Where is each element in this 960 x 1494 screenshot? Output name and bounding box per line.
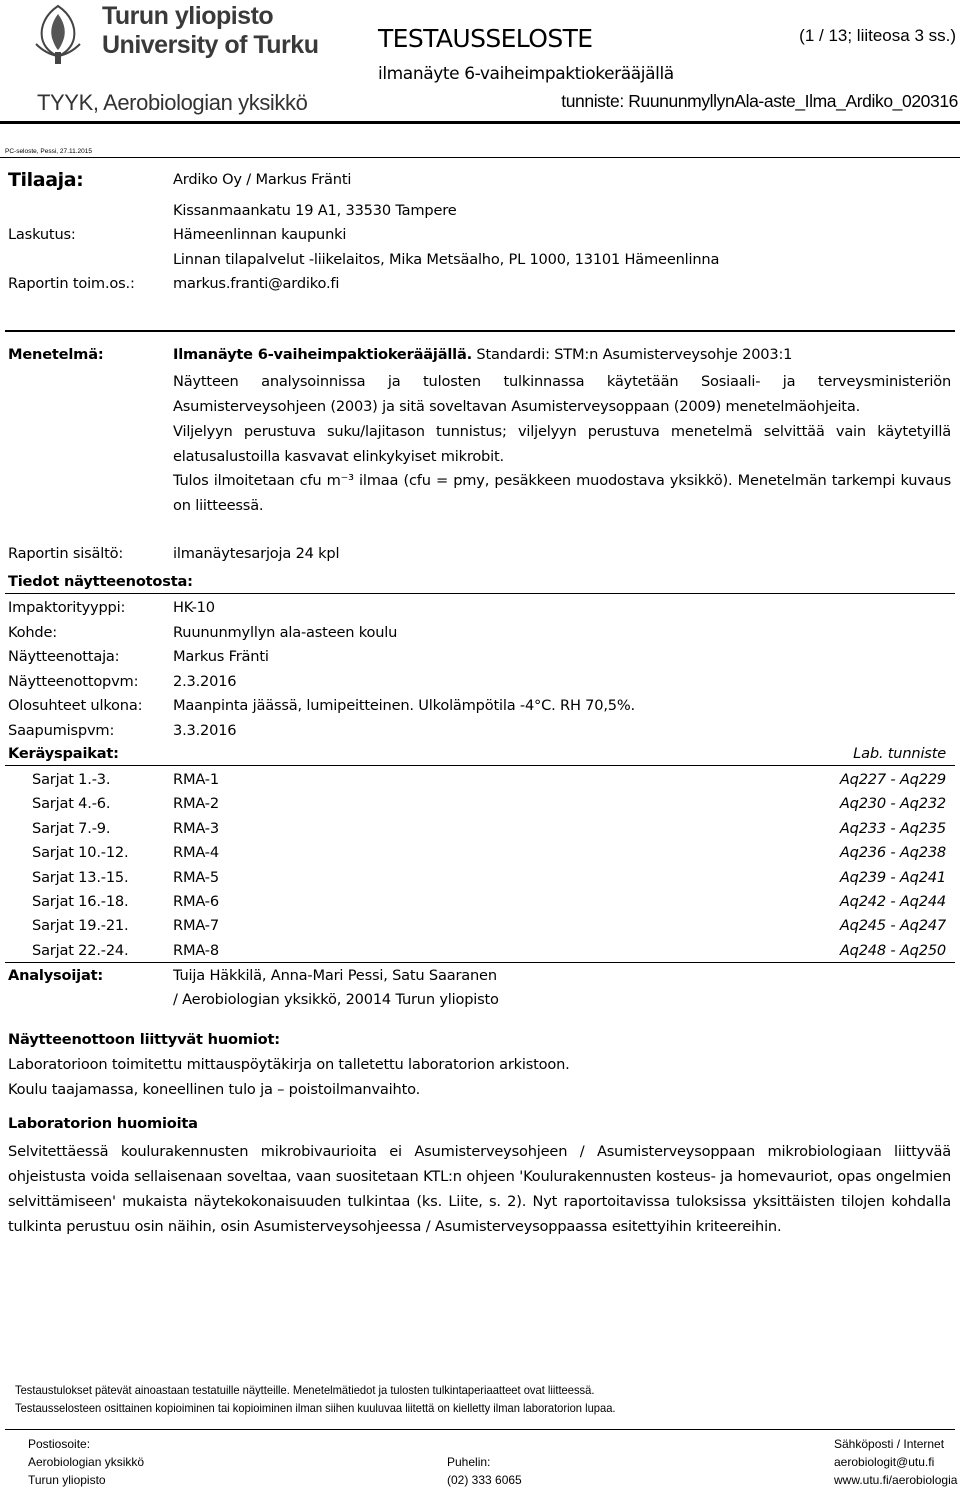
postal-line-1: Aerobiologian yksikkö (28, 1455, 145, 1469)
location-series: Sarjat 13.-15. (32, 868, 129, 886)
sampling-field-label: Näytteenottopvm: (8, 672, 139, 690)
sampling-notes-heading: Näytteenottoon liittyvät huomiot: (8, 1031, 280, 1048)
raportti-label: Raportin toim.os.: (8, 275, 135, 292)
university-logo (32, 4, 84, 66)
phone-label: Puhelin: (447, 1455, 491, 1469)
unit-name: TYYK, Aerobiologian yksikkö (37, 90, 308, 115)
header-subdivider (0, 157, 960, 158)
customer-divider (5, 330, 955, 332)
location-place: RMA-7 (173, 917, 219, 935)
sampling-field-label: Kohde: (8, 623, 57, 641)
location-lab-id: Aq236 - Aq238 (839, 844, 946, 862)
laskutus-value: Hämeenlinnan kaupunki (173, 226, 347, 243)
footer-disclaimer-2: Testausselosteen osittainen kopioiminen tai kopioiminen ilman siihen kuuluvaa liitettä on kielletty ilman laboratorion lupaa. (15, 1401, 616, 1415)
tilaaja-address: Kissanmaankatu 19 A1, 33530 Tampere (173, 202, 457, 219)
lab-notes-text: Selvitettäessä koulurakennusten mikrobivaurioita ei Asumisterveysohjeen / Asumisterveysoppaan mikrobiologiaan liittyvää ohjeistusta voida sellaisenaan soveltaa, vaan suositetaan KTL:n ohjeen 'Koulurakennusten kosteus- ja homevauriot, opas ongelmien selvittämiseen' mukaista näytekokonaisuuden tulkintaa (ks. Liite, s. 2). Nyt raportoitavissa tuloksissa yksittäisten tilojen kohdalla tulkinta perustuu osin näihin, osin Asumisterveysohjeessa / Asumisterveysoppaassa esitettyihin kriteereihin. (8, 1143, 951, 1235)
footer-divider (5, 1429, 955, 1430)
location-lab-id: Aq242 - Aq244 (839, 893, 946, 910)
method-standard: Standardi: STM:n Asumisterveysohje 2003:1 (471, 346, 793, 363)
location-series: Sarjat 10.-12. (32, 844, 129, 862)
raportti-email[interactable]: markus.franti@ardiko.fi (173, 275, 340, 292)
sampling-field-label: Olosuhteet ulkona: (8, 697, 143, 715)
sampling-divider (5, 593, 955, 594)
location-lab-id: Aq248 - Aq250 (839, 941, 946, 959)
page-info: (1 / 13; liiteosa 3 ss.) (799, 26, 956, 45)
university-torch-icon (32, 4, 84, 66)
sampling-field-value: Markus Fränti (173, 648, 269, 666)
tilaaja-label: Tilaaja: (8, 169, 84, 191)
locations-bottom-divider (5, 962, 955, 963)
footer-disclaimer-1: Testaustulokset pätevät ainoastaan testatuille näytteille. Menetelmätiedot ja tulosten tulkintaperiaatteet ovat liitteessä. (15, 1383, 595, 1397)
header-divider (0, 121, 960, 124)
university-name-fi: Turun yliopisto (102, 2, 274, 30)
report-content-value: ilmanäytesarjoja 24 kpl (173, 545, 340, 562)
location-series: Sarjat 4.-6. (32, 795, 111, 813)
location-place: RMA-4 (173, 844, 219, 862)
location-series: Sarjat 7.-9. (32, 819, 111, 837)
location-series: Sarjat 22.-24. (32, 941, 129, 959)
postal-label: Postiosoite: (28, 1437, 91, 1451)
location-series: Sarjat 1.-3. (32, 771, 111, 788)
university-name-en: University of Turku (102, 31, 319, 59)
location-series: Sarjat 16.-18. (32, 893, 129, 910)
sampling-field-label: Impaktorityyppi: (8, 599, 126, 616)
template-note: PC-seloste, Pessi, 27.11.2015 (5, 148, 92, 155)
sampling-notes-line-1: Laboratorioon toimitettu mittauspöytäkirja on talletettu laboratorion arkistoon. (8, 1056, 570, 1073)
phone-value: (02) 333 6065 (447, 1473, 522, 1487)
laskutus-label: Laskutus: (8, 226, 76, 243)
method-label: Menetelmä: (8, 346, 104, 363)
postal-line-2: Turun yliopisto (28, 1473, 106, 1487)
report-content-label: Raportin sisältö: (8, 545, 124, 562)
location-place: RMA-8 (173, 941, 219, 959)
location-series: Sarjat 19.-21. (32, 917, 129, 935)
location-lab-id: Aq227 - Aq229 (839, 771, 946, 788)
location-lab-id: Aq239 - Aq241 (839, 868, 946, 886)
sampling-field-value: 2.3.2016 (173, 672, 237, 690)
locations-heading: Keräyspaikat: (8, 745, 119, 762)
analysts-label: Analysoijat: (8, 967, 104, 984)
document-identifier: tunniste: RuununmyllynAla-aste_Ilma_Ardiko_020316 (561, 91, 958, 111)
location-lab-id: Aq245 - Aq247 (839, 917, 946, 935)
laskutus-address: Linnan tilapalvelut -liikelaitos, Mika Metsäalho, PL 1000, 13101 Hämeenlinna (173, 251, 720, 268)
email-value[interactable]: aerobiologit@utu.fi (834, 1455, 935, 1469)
locations-top-divider (5, 765, 955, 766)
location-lab-id: Aq230 - Aq232 (839, 795, 946, 813)
analysts-org: / Aerobiologian yksikkö, 20014 Turun yliopisto (173, 991, 499, 1008)
method-paragraph-1: Näytteen analysoinnissa ja tulosten tulkinnassa käytetään Sosiaali- ja terveysministeriön Asumisterveysohjeen (2003) ja sitä soveltavan Asumisterveysoppaan (2009) menetelmäohjeita. (173, 373, 951, 415)
method-bold-lead: Ilmanäyte 6-vaiheimpaktiokerääjällä. (173, 346, 472, 363)
lab-notes-heading: Laboratorion huomioita (8, 1115, 198, 1132)
location-place: RMA-6 (173, 893, 219, 910)
location-place: RMA-5 (173, 868, 219, 886)
location-place: RMA-3 (173, 819, 219, 837)
location-place: RMA-1 (173, 771, 219, 788)
tilaaja-value: Ardiko Oy / Markus Fränti (173, 171, 352, 188)
lab-id-header: Lab. tunniste (853, 745, 946, 762)
web-value[interactable]: www.utu.fi/aerobiologia (834, 1473, 958, 1487)
email-label: Sähköposti / Internet (834, 1437, 945, 1451)
sampling-notes-line-2: Koulu taajamassa, koneellinen tulo ja – poistoilmanvaihto. (8, 1081, 421, 1098)
analysts-names: Tuija Häkkilä, Anna-Mari Pessi, Satu Saaranen (173, 967, 497, 984)
method-paragraph-2: Viljelyyn perustuva suku/lajitason tunnistus; viljelyyn perustuva menetelmä selvittää vain käytetyillä elatusalustoilla kasvavat elinkykyiset mikrobit. (173, 423, 951, 465)
location-place: RMA-2 (173, 795, 219, 813)
document-title: TESTAUSSELOSTE (378, 24, 593, 53)
sampling-field-value: HK-10 (173, 599, 215, 616)
sampling-field-label: Saapumispvm: (8, 722, 115, 739)
sampling-field-value: 3.3.2016 (173, 722, 237, 739)
sampling-field-value: Ruununmyllyn ala-asteen koulu (173, 623, 398, 641)
sampling-field-value: Maanpinta jäässä, lumipeitteinen. Ulkolämpötila -4°C. RH 70,5%. (173, 697, 635, 715)
method-paragraph-3: Tulos ilmoitetaan cfu m⁻³ ilmaa (cfu = pmy, pesäkkeen muodostava yksikkö). Menetelmän tarkempi kuvaus on liitteessä. (173, 472, 951, 514)
sampling-field-label: Näytteenottaja: (8, 648, 120, 666)
method-lead (173, 346, 792, 363)
document-subtitle: ilmanäyte 6-vaiheimpaktiokerääjällä (378, 64, 674, 84)
sampling-heading: Tiedot näytteenotosta: (8, 573, 193, 590)
location-lab-id: Aq233 - Aq235 (839, 819, 946, 837)
